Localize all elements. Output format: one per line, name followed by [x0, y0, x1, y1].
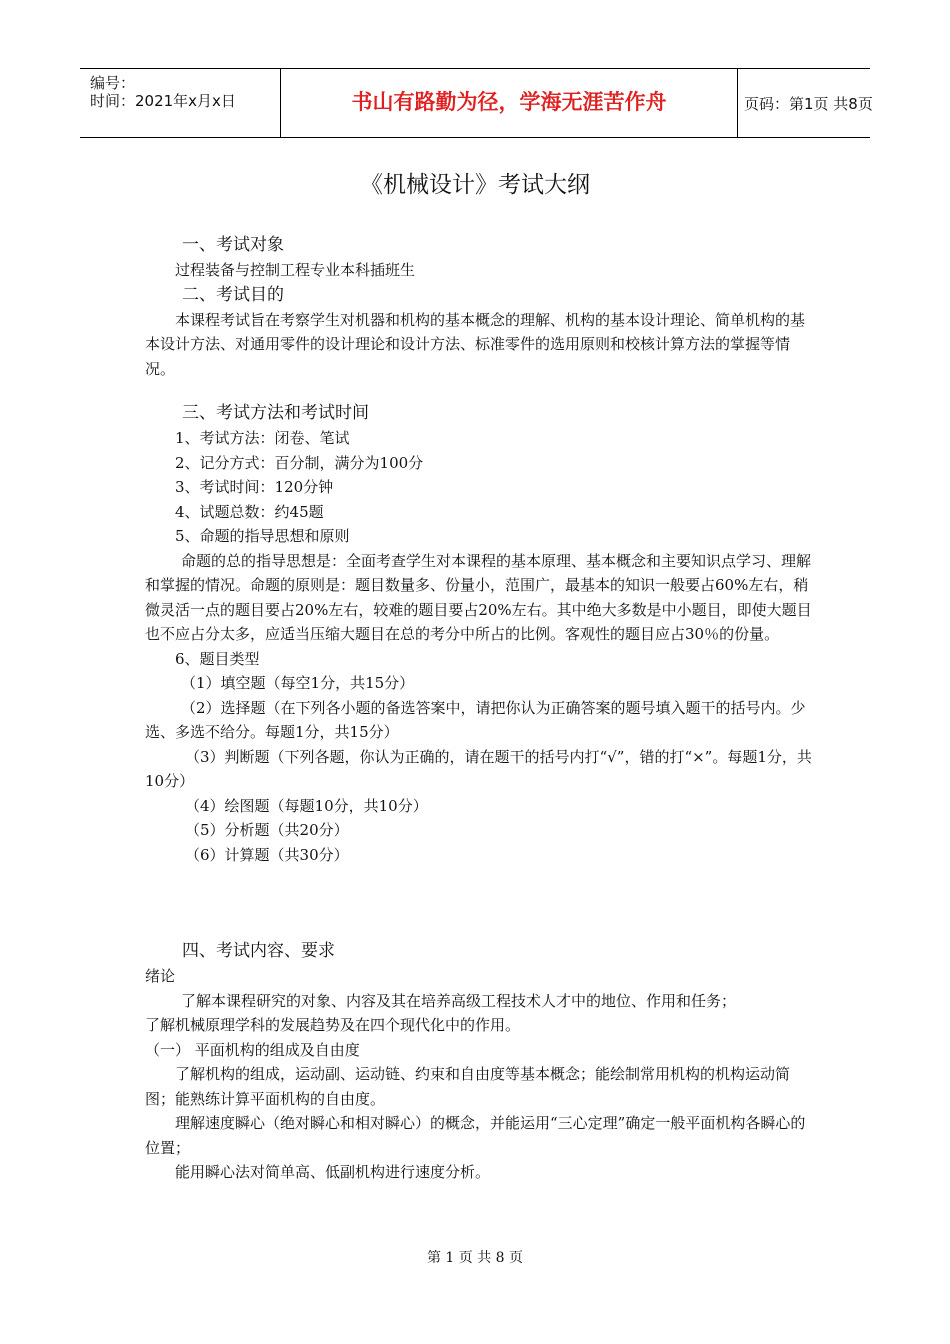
section-3-item: 2、记分方式：百分制，满分为100分 [175, 453, 424, 472]
question-type-item: （6）计算题（共30分） [185, 845, 349, 864]
header-left-cell [80, 69, 280, 137]
subsection-1-paragraph: 了解机构的组成，运动副、运动链、约束和自由度等基本概念；能绘制常用机构的机构运动简图；能熟练计算平面机构的自由度。 [145, 1065, 791, 1108]
section-3-item: 4、试题总数：约45题 [175, 502, 324, 521]
header-motto-cell [280, 69, 738, 137]
question-types-heading: 6、题目类型 [175, 649, 260, 668]
document-code-label: 编号： [90, 74, 136, 92]
section-3-item: 3、考试时间：120分钟 [175, 478, 334, 496]
document-body [145, 233, 817, 1185]
page-footer: 第 1 页 共 8 页 [426, 1250, 524, 1266]
header-right-cell [736, 69, 873, 137]
section-3-principle: 命题的总的指导思想是：全面考查学生对本课程的基本原理、基本概念和主要知识点学习、理解和掌握的情况。命题的原则是：题目数量多、份量小，范围广，最基本的知识一般要占60%左右，稍微灵活一点的题目要占20%左右，较难的题目要占20%左右。其中绝大多数是中小题目，即使大题目也不应占分太多，应适当压缩大题目在总的考分中所占的比例。客观性的题目应占30％的份量。 [145, 551, 812, 643]
page-header [80, 68, 873, 138]
section-2-text: 本课程考试旨在考察学生对机器和机构的基本概念的理解、机构的基本设计理论、简单机构的基本设计方法、对通用零件的设计理论和设计方法、标准零件的选用原则和校核计算方法的掌握等情况。 [145, 310, 806, 378]
section-1-text: 过程装备与控制工程专业本科插班生 [175, 261, 416, 279]
document-time-label: 时间：2021年x月x日 [90, 92, 236, 110]
section-3-item: 1、考试方法：闭卷、笔试 [175, 429, 350, 447]
subsection-1-heading: （一） 平面机构的组成及自由度 [145, 1040, 360, 1059]
question-type-item: （2）选择题（在下列各小题的备选答案中，请把你认为正确答案的题号填入题干的括号内。少选、多选不给分。每题1分，共15分） [145, 698, 806, 741]
section-3-item: 5、命题的指导思想和原则 [175, 527, 350, 545]
document-title: 《机械设计》考试大纲 [360, 172, 590, 198]
section-2-heading: 二、考试目的 [182, 284, 284, 305]
section-1-heading: 一、考试对象 [182, 235, 284, 255]
intro-line: 了解本课程研究的对象、内容及其在培养高级工程技术人才中的地位、作用和任务； [181, 991, 737, 1010]
subsection-1-paragraph: 能用瞬心法对简单高、低副机构进行速度分析。 [175, 1163, 491, 1181]
intro-line: 了解机械原理学科的发展趋势及在四个现代化中的作用。 [145, 1016, 521, 1034]
question-type-item: （5）分析题（共20分） [185, 821, 349, 839]
question-type-item: （1）填空题（每空1分，共15分） [181, 674, 415, 692]
question-type-item: （3）判断题（下列各题，你认为正确的，请在题干的括号内打“√”，错的打“×”。每题1分，共10分） [145, 747, 812, 790]
subsection-1-paragraph: 理解速度瞬心（绝对瞬心和相对瞬心）的概念，并能运用“三心定理”确定一般平面机构各瞬心的位置； [145, 1114, 806, 1157]
header-page-code: 页码：第1页 共8页 [744, 95, 873, 113]
section-3-heading: 三、考试方法和考试时间 [182, 403, 369, 423]
intro-label: 绪论 [145, 967, 176, 985]
section-4-heading: 四、考试内容、要求 [182, 941, 335, 961]
question-type-item: （4）绘图题（每题10分，共10分） [185, 796, 428, 815]
header-motto: 书山有路勤为径，学海无涯苦作舟 [351, 90, 667, 114]
